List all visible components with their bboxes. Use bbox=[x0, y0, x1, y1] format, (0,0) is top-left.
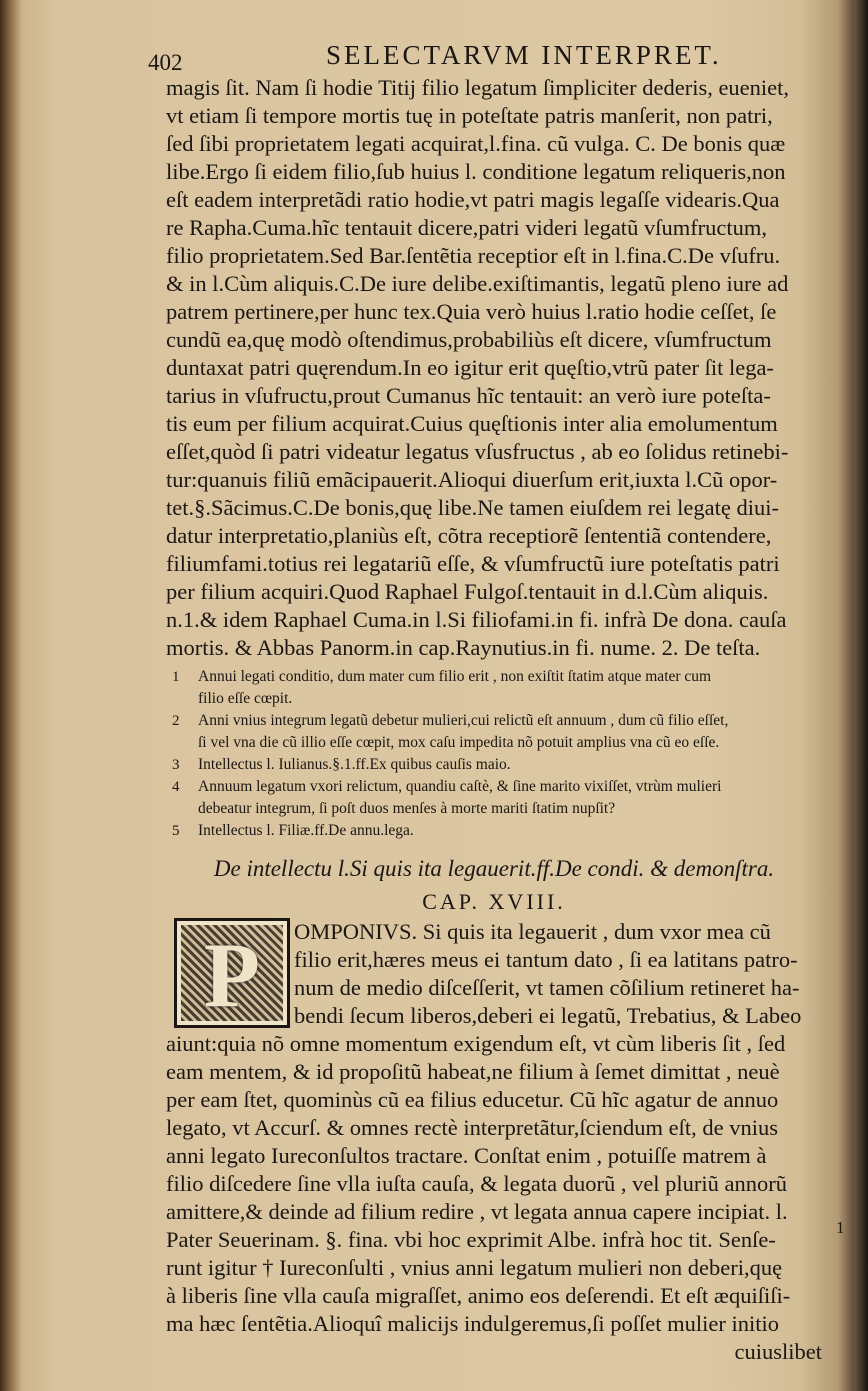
chapter-text bbox=[166, 918, 822, 1366]
summary-note-line bbox=[166, 820, 822, 842]
text-line: n.1.& idem Raphael Cuma.in l.Si filiofami.in fi. infrà De dona. cauſa bbox=[166, 607, 787, 632]
summary-note-line bbox=[166, 666, 822, 688]
text-line: ſed ſibi proprietatem legati acquirat,l.fina. cũ vulga. C. De bonis quæ bbox=[166, 131, 786, 156]
note-number: 4 bbox=[172, 779, 180, 795]
summary-notes bbox=[166, 666, 822, 842]
chapter-text-line: per eam ſtet, quominùs cũ ea filius educetur. Cũ hĩc agatur de annuo bbox=[166, 1087, 779, 1112]
text-line: patrem pertinere,per hunc tex.Quia verò huius l.ratio hodie ceſſet, ſe bbox=[166, 299, 777, 324]
text-line: eſſet,quòd ſi patri videatur legatus vſusfructus , ab eo ſolidus retinebi- bbox=[166, 439, 789, 464]
note-text: Annuum legatum vxori relictum, quandiu caſtè, & ſine marito vixiſſet, vtrùm mulieri bbox=[198, 778, 722, 795]
chapter-text-line: ma hæc ſentẽtia.Alioquî malicijs indulgeremus,ſi poſſet mulier initio bbox=[166, 1311, 780, 1336]
chapter-number: CAP. XVIII. bbox=[422, 889, 566, 914]
chapter-text-line: legato, vt Accurſ. & omnes rectè interpretãtur,ſciendum eſt, de vnius bbox=[166, 1115, 779, 1140]
summary-note-line bbox=[166, 798, 822, 820]
text-line: duntaxat patri quęrendum.In eo igitur erit quęſtio,vtrũ pater ſit lega- bbox=[166, 355, 774, 380]
note-text: filio eſſe cœpit. bbox=[198, 690, 293, 707]
summary-note-line bbox=[166, 776, 822, 798]
summary-note-line bbox=[166, 710, 822, 732]
running-title: SELECTARVM INTERPRET. bbox=[326, 40, 722, 70]
text-line: libe.Ergo ſi eidem filio,ſub huius l. conditione legatum reliqueris,non bbox=[166, 159, 786, 184]
note-text: Intellectus l. Filiæ.ff.De annu.lega. bbox=[198, 822, 414, 839]
decorated-initial bbox=[174, 918, 290, 1028]
chapter-text-line: Pater Seuerinam. §. fina. vbi hoc exprimit Albe. infrà hoc tit. Senſe- bbox=[166, 1227, 776, 1252]
text-line: filio proprietatem.Sed Bar.ſentẽtia receptior eſt in l.fina.C.De vſufru. bbox=[166, 243, 781, 268]
summary-note-line bbox=[166, 688, 822, 710]
text-line: vt etiam ſi tempore mortis tuę in poteſtate patris manſerit, non patri, bbox=[166, 103, 773, 128]
chapter-text-line: amittere,& deinde ad filium redire , vt legata annua capere incipiat. l. bbox=[166, 1199, 788, 1224]
note-text: ſi vel vna die cũ illio eſſe cœpit, mox caſu impedita nõ potuit amplius vna cũ eo eſſe. bbox=[198, 734, 720, 751]
chapter-text-line: aiunt:quia nõ omne momentum exigendum eſt, vt cùm liberis ſit , ſed bbox=[166, 1031, 786, 1056]
main-text-block bbox=[166, 74, 822, 662]
chapter-heading: De intellectu l.Si quis ita legauerit.ff.De condi. & demonſtra. bbox=[213, 856, 775, 881]
text-line: datur interpretatio,planiùs eſt, cõtra receptiorẽ ſententiã contendere, bbox=[166, 523, 772, 548]
text-line: mortis. & Abbas Panorm.in cap.Raynutius.in fi. nume. 2. De teſta. bbox=[166, 635, 761, 660]
summary-note-line bbox=[166, 732, 822, 754]
note-number: 5 bbox=[172, 823, 180, 839]
note-number: 1 bbox=[172, 669, 180, 685]
chapter-text-line: OMPONIVS. Si quis ita legauerit , dum vxor mea cũ bbox=[294, 919, 771, 944]
note-number: 3 bbox=[172, 757, 180, 773]
text-line: filiumfami.totius rei legatariũ eſſe, & vſumfructũ iure poteſtatis patri bbox=[166, 551, 780, 576]
note-text: Anni vnius integrum legatũ debetur mulieri,cui relictũ eſt annuum , dum cũ filio eſſet, bbox=[198, 712, 729, 729]
chapter-text-line: anni legato Iureconſultos tractare. Conſtat enim , potuiſſe matrem à bbox=[166, 1143, 767, 1168]
text-line: tet.§.Sãcimus.C.De bonis,quę libe.Ne tamen eiuſdem rei legatę diui- bbox=[166, 495, 779, 520]
book-spine bbox=[854, 0, 868, 1391]
chapter-text-line: filio erit,hæres meus ei tantum dato , ſi ea latitans patro- bbox=[294, 947, 798, 972]
note-text: debeatur integrum, ſi poſt duos menſes à morte mariti ſtatim nupſit? bbox=[198, 800, 616, 817]
text-line: per filium acquiri.Quod Raphael Fulgoſ.tentauit in d.l.Cùm aliquis. bbox=[166, 579, 769, 604]
text-line: cundũ ea,quę modò oſtendimus,probabiliùs eſt dicere, vſumfructum bbox=[166, 327, 772, 352]
page-number: 402 bbox=[148, 50, 183, 75]
initial-letter: P bbox=[203, 924, 261, 1026]
text-line: magis ſit. Nam ſi hodie Titij filio legatum ſimpliciter dederis, eueniet, bbox=[166, 75, 790, 100]
note-text: Annui legati conditio, dum mater cum filio erit , non exiſtit ſtatim atque mater cum bbox=[198, 668, 712, 685]
chapter-text-line: num de medio diſceſſerit, vt tamen cõſilium retineret ha- bbox=[294, 975, 800, 1000]
text-line: & in l.Cùm aliquis.C.De iure delibe.exiſtimantis, legatũ pleno iure ad bbox=[166, 271, 789, 296]
summary-note-line bbox=[166, 754, 822, 776]
text-line: eſt eadem interpretãdi ratio hodie,vt patri magis legaſſe videaris.Qua bbox=[166, 187, 780, 212]
chapter-text-line: eam mentem, & id propoſitũ habeat,ne filium à ſemet dimittat , neuè bbox=[166, 1059, 780, 1084]
chapter-text-line: filio diſcedere ſine vlla iuſta cauſa, & legata duorũ , vel pluriũ annorũ bbox=[166, 1171, 788, 1196]
chapter-text-line: à liberis ſine vlla cauſa migraſſet, animo eos deſerendi. Et eſt æquiſiſi- bbox=[166, 1283, 791, 1308]
note-number: 2 bbox=[172, 713, 180, 729]
text-line: tarius in vſufructu,prout Cumanus hĩc tentauit: an verò iure poteſta- bbox=[166, 383, 771, 408]
margin-note-number: 1 bbox=[836, 1218, 845, 1237]
note-text: Intellectus l. Iulianus.§.1.ff.Ex quibus cauſis maio. bbox=[198, 756, 511, 773]
page-body bbox=[166, 74, 822, 1366]
chapter-text-line: bendi ſecum liberos,deberi ei legatũ, Trebatius, & Labeo bbox=[294, 1003, 802, 1028]
text-line: re Rapha.Cuma.hĩc tentauit dicere,patri videri legatũ vſumfructum, bbox=[166, 215, 768, 240]
catchword: cuiuslibet bbox=[734, 1339, 822, 1364]
chapter-text-line: runt igitur † Iureconſulti , vnius anni legatum mulieri non deberi,quę bbox=[166, 1255, 783, 1280]
text-line: tis eum per filium acquirat.Cuius quęſtionis inter alia emolumentum bbox=[166, 411, 778, 436]
text-line: tur:quanuis filiũ emãcipauerit.Alioqui diuerſum erit,iuxta l.Cũ opor- bbox=[166, 467, 778, 492]
